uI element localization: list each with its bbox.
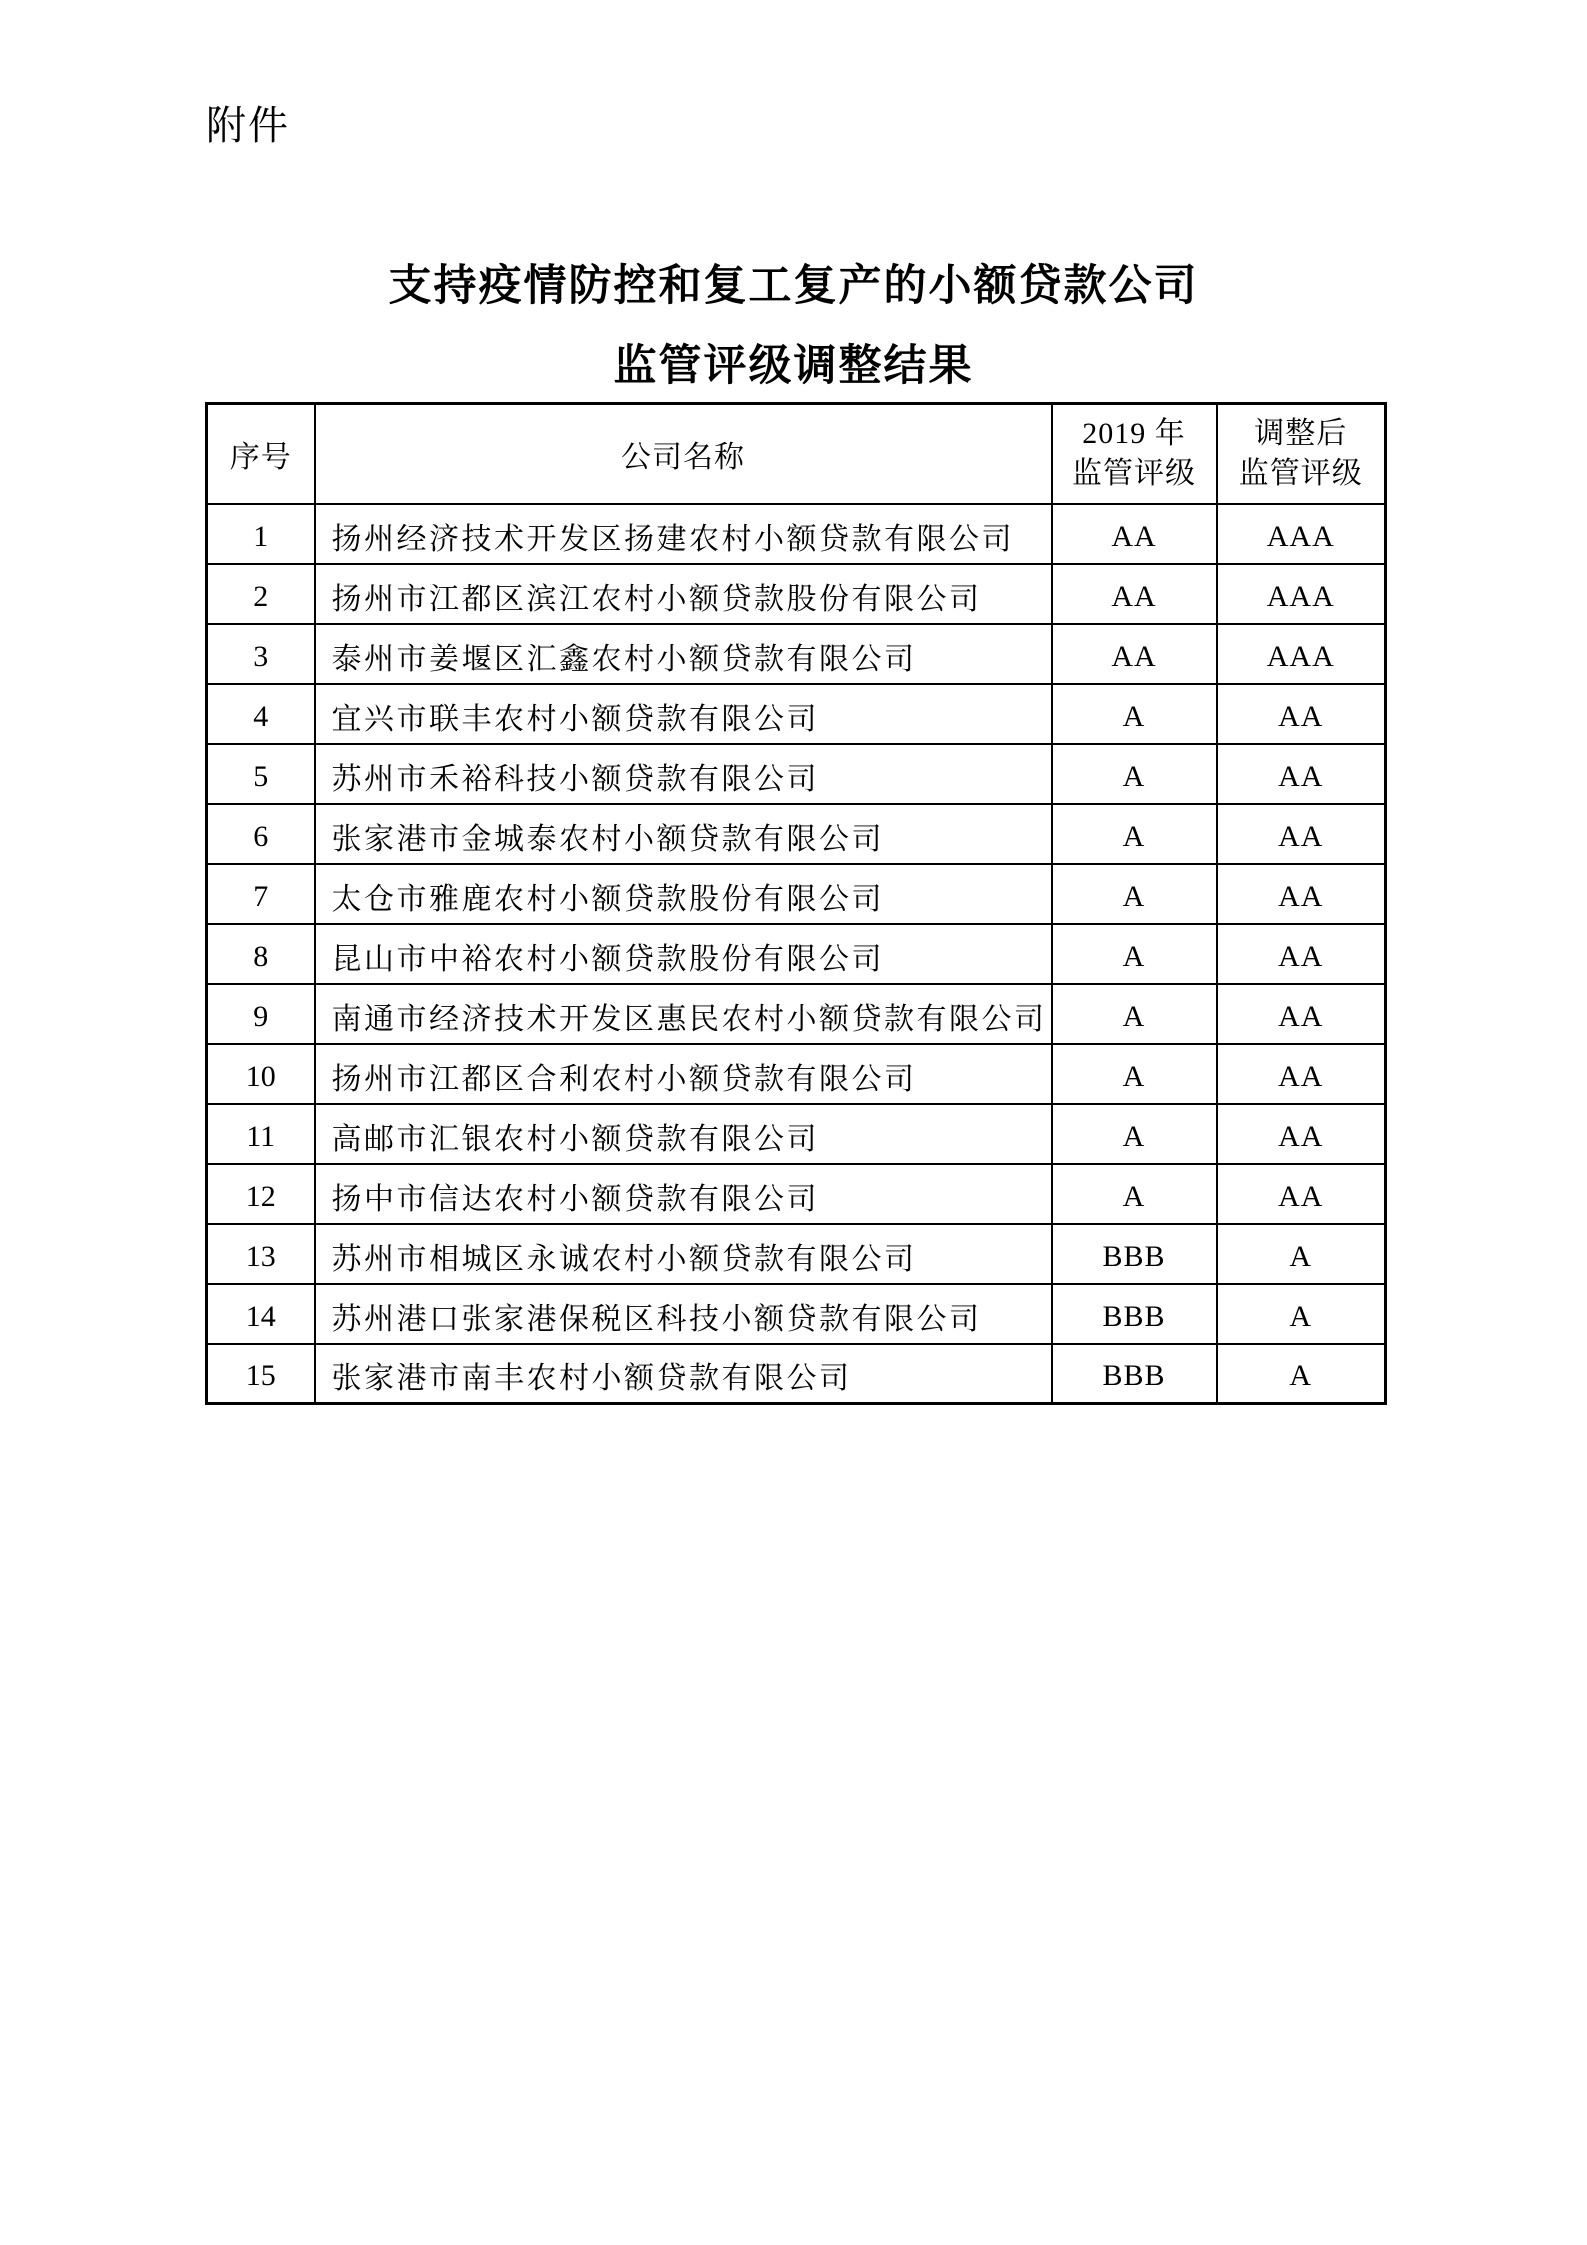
rating-adjusted-cell: AAA	[1217, 564, 1386, 624]
rating-2019-cell: A	[1052, 804, 1217, 864]
column-header-2019-rating-line2: 监管评级	[1072, 456, 1196, 490]
company-name-cell: 张家港市金城泰农村小额贷款有限公司	[315, 804, 1052, 864]
column-header-2019-rating-line1: 2019 年	[1082, 416, 1186, 450]
rating-2019-cell: A	[1052, 684, 1217, 744]
rating-adjusted-cell: AAA	[1217, 624, 1386, 684]
row-index-cell: 8	[207, 924, 315, 984]
table-row	[207, 504, 1386, 564]
row-index-cell: 2	[207, 564, 315, 624]
rating-adjusted-cell: AA	[1217, 864, 1386, 924]
rating-adjusted-cell: AA	[1217, 924, 1386, 984]
rating-adjusted-cell: AA	[1217, 684, 1386, 744]
row-index-cell: 13	[207, 1224, 315, 1284]
rating-2019-cell: AA	[1052, 624, 1217, 684]
rating-2019-cell: A	[1052, 1044, 1217, 1104]
table-row	[207, 1104, 1386, 1164]
attachment-label: 附件	[206, 104, 290, 148]
company-name-cell: 扬中市信达农村小额贷款有限公司	[315, 1164, 1052, 1224]
company-name-cell: 苏州市禾裕科技小额贷款有限公司	[315, 744, 1052, 804]
table-row	[207, 984, 1386, 1044]
rating-adjusted-cell: A	[1217, 1224, 1386, 1284]
column-header-index: 序号	[207, 404, 315, 504]
rating-adjusted-cell: AA	[1217, 1164, 1386, 1224]
column-header-adjusted-rating-line1: 调整后	[1254, 416, 1348, 450]
rating-2019-cell: BBB	[1052, 1344, 1217, 1404]
company-name-cell: 扬州市江都区合利农村小额贷款有限公司	[315, 1044, 1052, 1104]
table-row	[207, 564, 1386, 624]
rating-adjusted-cell: AA	[1217, 804, 1386, 864]
row-index-cell: 10	[207, 1044, 315, 1104]
table-row	[207, 1284, 1386, 1344]
rating-adjusted-cell: A	[1217, 1344, 1386, 1404]
table-row	[207, 684, 1386, 744]
column-header-company: 公司名称	[315, 404, 1052, 504]
row-index-cell: 7	[207, 864, 315, 924]
document-title-line-2: 监管评级调整结果	[613, 341, 974, 391]
rating-table-body	[207, 504, 1386, 1404]
rating-adjusted-cell: AA	[1217, 984, 1386, 1044]
row-index-cell: 11	[207, 1104, 315, 1164]
rating-table	[205, 402, 1387, 1405]
row-index-cell: 12	[207, 1164, 315, 1224]
row-index-cell: 6	[207, 804, 315, 864]
rating-adjusted-cell: AAA	[1217, 504, 1386, 564]
rating-2019-cell: A	[1052, 744, 1217, 804]
table-row	[207, 1224, 1386, 1284]
rating-table-header	[207, 404, 1386, 504]
rating-2019-cell: AA	[1052, 564, 1217, 624]
table-row	[207, 1344, 1386, 1404]
rating-adjusted-cell: A	[1217, 1284, 1386, 1344]
company-name-cell: 张家港市南丰农村小额贷款有限公司	[315, 1344, 1052, 1404]
column-header-adjusted-rating-line2: 监管评级	[1238, 456, 1363, 490]
table-row	[207, 1164, 1386, 1224]
table-row	[207, 804, 1386, 864]
rating-adjusted-cell: AA	[1217, 744, 1386, 804]
row-index-cell: 1	[207, 504, 315, 564]
rating-2019-cell: A	[1052, 924, 1217, 984]
table-row	[207, 864, 1386, 924]
rating-2019-cell: AA	[1052, 504, 1217, 564]
company-name-cell: 扬州经济技术开发区扬建农村小额贷款有限公司	[315, 504, 1052, 564]
row-index-cell: 14	[207, 1284, 315, 1344]
company-name-cell: 高邮市汇银农村小额贷款有限公司	[315, 1104, 1052, 1164]
company-name-cell: 宜兴市联丰农村小额贷款有限公司	[315, 684, 1052, 744]
company-name-cell: 扬州市江都区滨江农村小额贷款股份有限公司	[315, 564, 1052, 624]
table-row	[207, 924, 1386, 984]
rating-adjusted-cell: AA	[1217, 1044, 1386, 1104]
row-index-cell: 9	[207, 984, 315, 1044]
rating-2019-cell: BBB	[1052, 1224, 1217, 1284]
table-row	[207, 1044, 1386, 1104]
row-index-cell: 3	[207, 624, 315, 684]
company-name-cell: 昆山市中裕农村小额贷款股份有限公司	[315, 924, 1052, 984]
rating-2019-cell: A	[1052, 864, 1217, 924]
table-row	[207, 624, 1386, 684]
column-header-adjusted-rating	[1217, 404, 1386, 504]
rating-2019-cell: A	[1052, 1164, 1217, 1224]
company-name-cell: 泰州市姜堰区汇鑫农村小额贷款有限公司	[315, 624, 1052, 684]
row-index-cell: 4	[207, 684, 315, 744]
header-row	[207, 404, 1386, 504]
company-name-cell: 南通市经济技术开发区惠民农村小额贷款有限公司	[315, 984, 1052, 1044]
row-index-cell: 5	[207, 744, 315, 804]
company-name-cell: 苏州市相城区永诚农村小额贷款有限公司	[315, 1224, 1052, 1284]
rating-2019-cell: A	[1052, 984, 1217, 1044]
company-name-cell: 太仓市雅鹿农村小额贷款股份有限公司	[315, 864, 1052, 924]
rating-2019-cell: BBB	[1052, 1284, 1217, 1344]
row-index-cell: 15	[207, 1344, 315, 1404]
table-row	[207, 744, 1386, 804]
company-name-cell: 苏州港口张家港保税区科技小额贷款有限公司	[315, 1284, 1052, 1344]
column-header-2019-rating	[1052, 404, 1217, 504]
rating-2019-cell: A	[1052, 1104, 1217, 1164]
document-title-line-1: 支持疫情防控和复工复产的小额贷款公司	[388, 261, 1199, 311]
rating-adjusted-cell: AA	[1217, 1104, 1386, 1164]
